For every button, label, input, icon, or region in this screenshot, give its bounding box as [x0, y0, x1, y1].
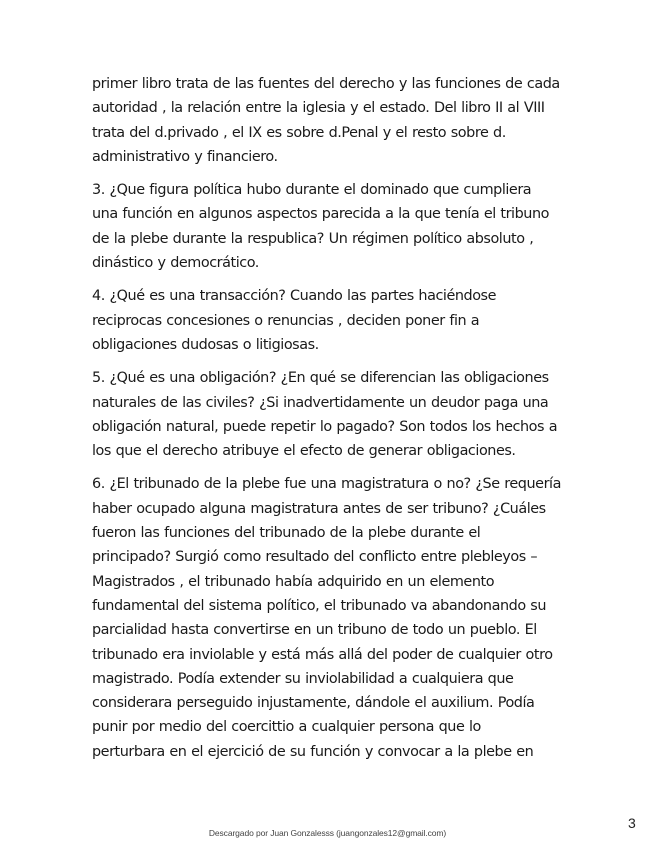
paragraph-question-4 — [92, 284, 562, 357]
text-line: primer libro trata de las fuentes del derecho y las funciones de cada — [92, 76, 560, 92]
text-line: dinástico y democrático. — [92, 255, 259, 272]
text-line: autoridad , la relación entre la iglesia y el estado. Del libro II al VIII — [92, 100, 545, 117]
text-line: principado? Surgió como resultado del conflicto entre plebleyos – — [92, 549, 538, 566]
text-line: tribunado era inviolable y está más allá del poder de cualquier otro — [92, 646, 553, 663]
text-line: trata del d.privado , el IX es sobre d.Penal y el resto sobre d. — [92, 124, 506, 141]
text-line: fueron las funciones del tribunado de la plebe durante el — [92, 525, 481, 542]
paragraph-question-6 — [92, 472, 562, 764]
text-line: 6. ¿El tribunado de la plebe fue una magistratura o no? ¿Se requería — [92, 476, 561, 493]
text-line: de la plebe durante la respublica? Un régimen político absoluto , — [92, 230, 534, 247]
text-line: Magistrados , el tribunado había adquirido en un elemento — [92, 573, 495, 590]
text-line: 4. ¿Qué es una transacción? Cuando las partes haciéndose — [92, 288, 497, 305]
paragraph-question-3 — [92, 178, 562, 275]
download-footer: Descargado por Juan Gonzalesss (juangonzales12@gmail.com) — [208, 828, 447, 838]
text-line: perturbara en el ejercició de su función y convocar a la plebe en — [92, 743, 534, 760]
text-line: 3. ¿Que figura política hubo durante el dominado que cumpliera — [92, 182, 532, 199]
page-number: 3 — [628, 815, 636, 831]
text-line: administrativo y financiero. — [92, 148, 278, 165]
text-line: reciprocas concesiones o renuncias , deciden poner fin a — [92, 312, 480, 329]
text-line: obligaciones dudosas o litigiosas. — [92, 336, 319, 353]
text-line: punir por medio del coercittio a cualquier persona que lo — [92, 719, 481, 736]
text-line: haber ocupado alguna magistratura antes de ser tribuno? ¿Cuáles — [92, 500, 546, 517]
text-line: obligación natural, puede repetir lo pagado? Son todos los hechos a — [92, 418, 558, 435]
text-line: magistrado. Podía extender su inviolabilidad a cualquiera que — [92, 670, 514, 687]
document-body — [92, 72, 562, 773]
text-line: considerara perseguido injustamente, dándole el auxilium. Podía — [92, 695, 535, 712]
text-line: una función en algunos aspectos parecida a la que tenía el tribuno — [92, 206, 549, 223]
text-line: fundamental del sistema político, el tribunado va abandonando su — [92, 597, 547, 614]
text-line: parcialidad hasta convertirse en un tribuno de todo un pueblo. El — [92, 622, 537, 639]
text-line: los que el derecho atribuye el efecto de generar obligaciones. — [92, 443, 516, 460]
paragraph-question-5 — [92, 366, 562, 463]
text-line: naturales de las civiles? ¿Si inadvertidamente un deudor paga una — [92, 394, 549, 411]
text-line: 5. ¿Qué es una obligación? ¿En qué se diferencian las obligaciones — [92, 370, 549, 387]
paragraph-intro-continuation — [92, 72, 562, 169]
